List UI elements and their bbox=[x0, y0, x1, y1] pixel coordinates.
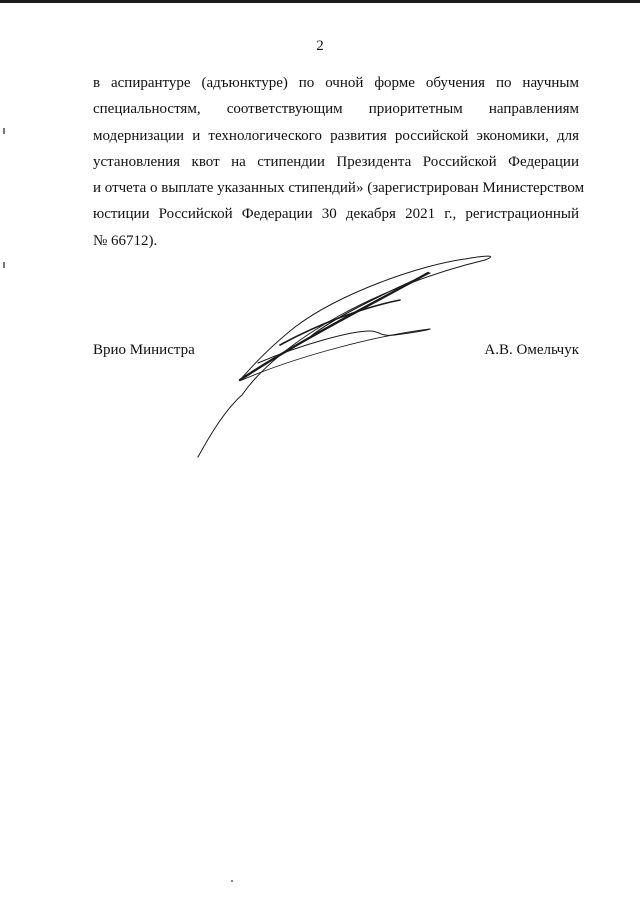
body-line: № 66712). bbox=[93, 232, 158, 249]
scan-margin-mark bbox=[3, 262, 5, 268]
body-line: установления квот на стипендии Президента Российской Федерации bbox=[93, 153, 579, 170]
page-number: 2 bbox=[316, 38, 324, 54]
body-line: модернизации и технологического развития российской экономики, для bbox=[93, 127, 579, 144]
scan-margin-mark bbox=[3, 128, 5, 134]
scan-speck bbox=[231, 880, 233, 882]
body-line: специальностям, соответствующим приоритетным направлениям bbox=[93, 101, 579, 118]
signatory-name: А.В. Омельчук bbox=[484, 342, 579, 358]
body-line: юстиции Российской Федерации 30 декабря 2021 г., регистрационный bbox=[93, 206, 579, 223]
document-body-text bbox=[93, 70, 585, 254]
handwritten-signature bbox=[180, 245, 510, 465]
body-line: и отчета о выплате указанных стипендий» (зарегистрирован Министерством bbox=[93, 180, 585, 197]
signatory-position: Врио Министра bbox=[93, 342, 195, 358]
body-line: в аспирантуре (адъюнктуре) по очной форме обучения по научным bbox=[93, 75, 579, 91]
top-border-rule bbox=[0, 0, 640, 3]
